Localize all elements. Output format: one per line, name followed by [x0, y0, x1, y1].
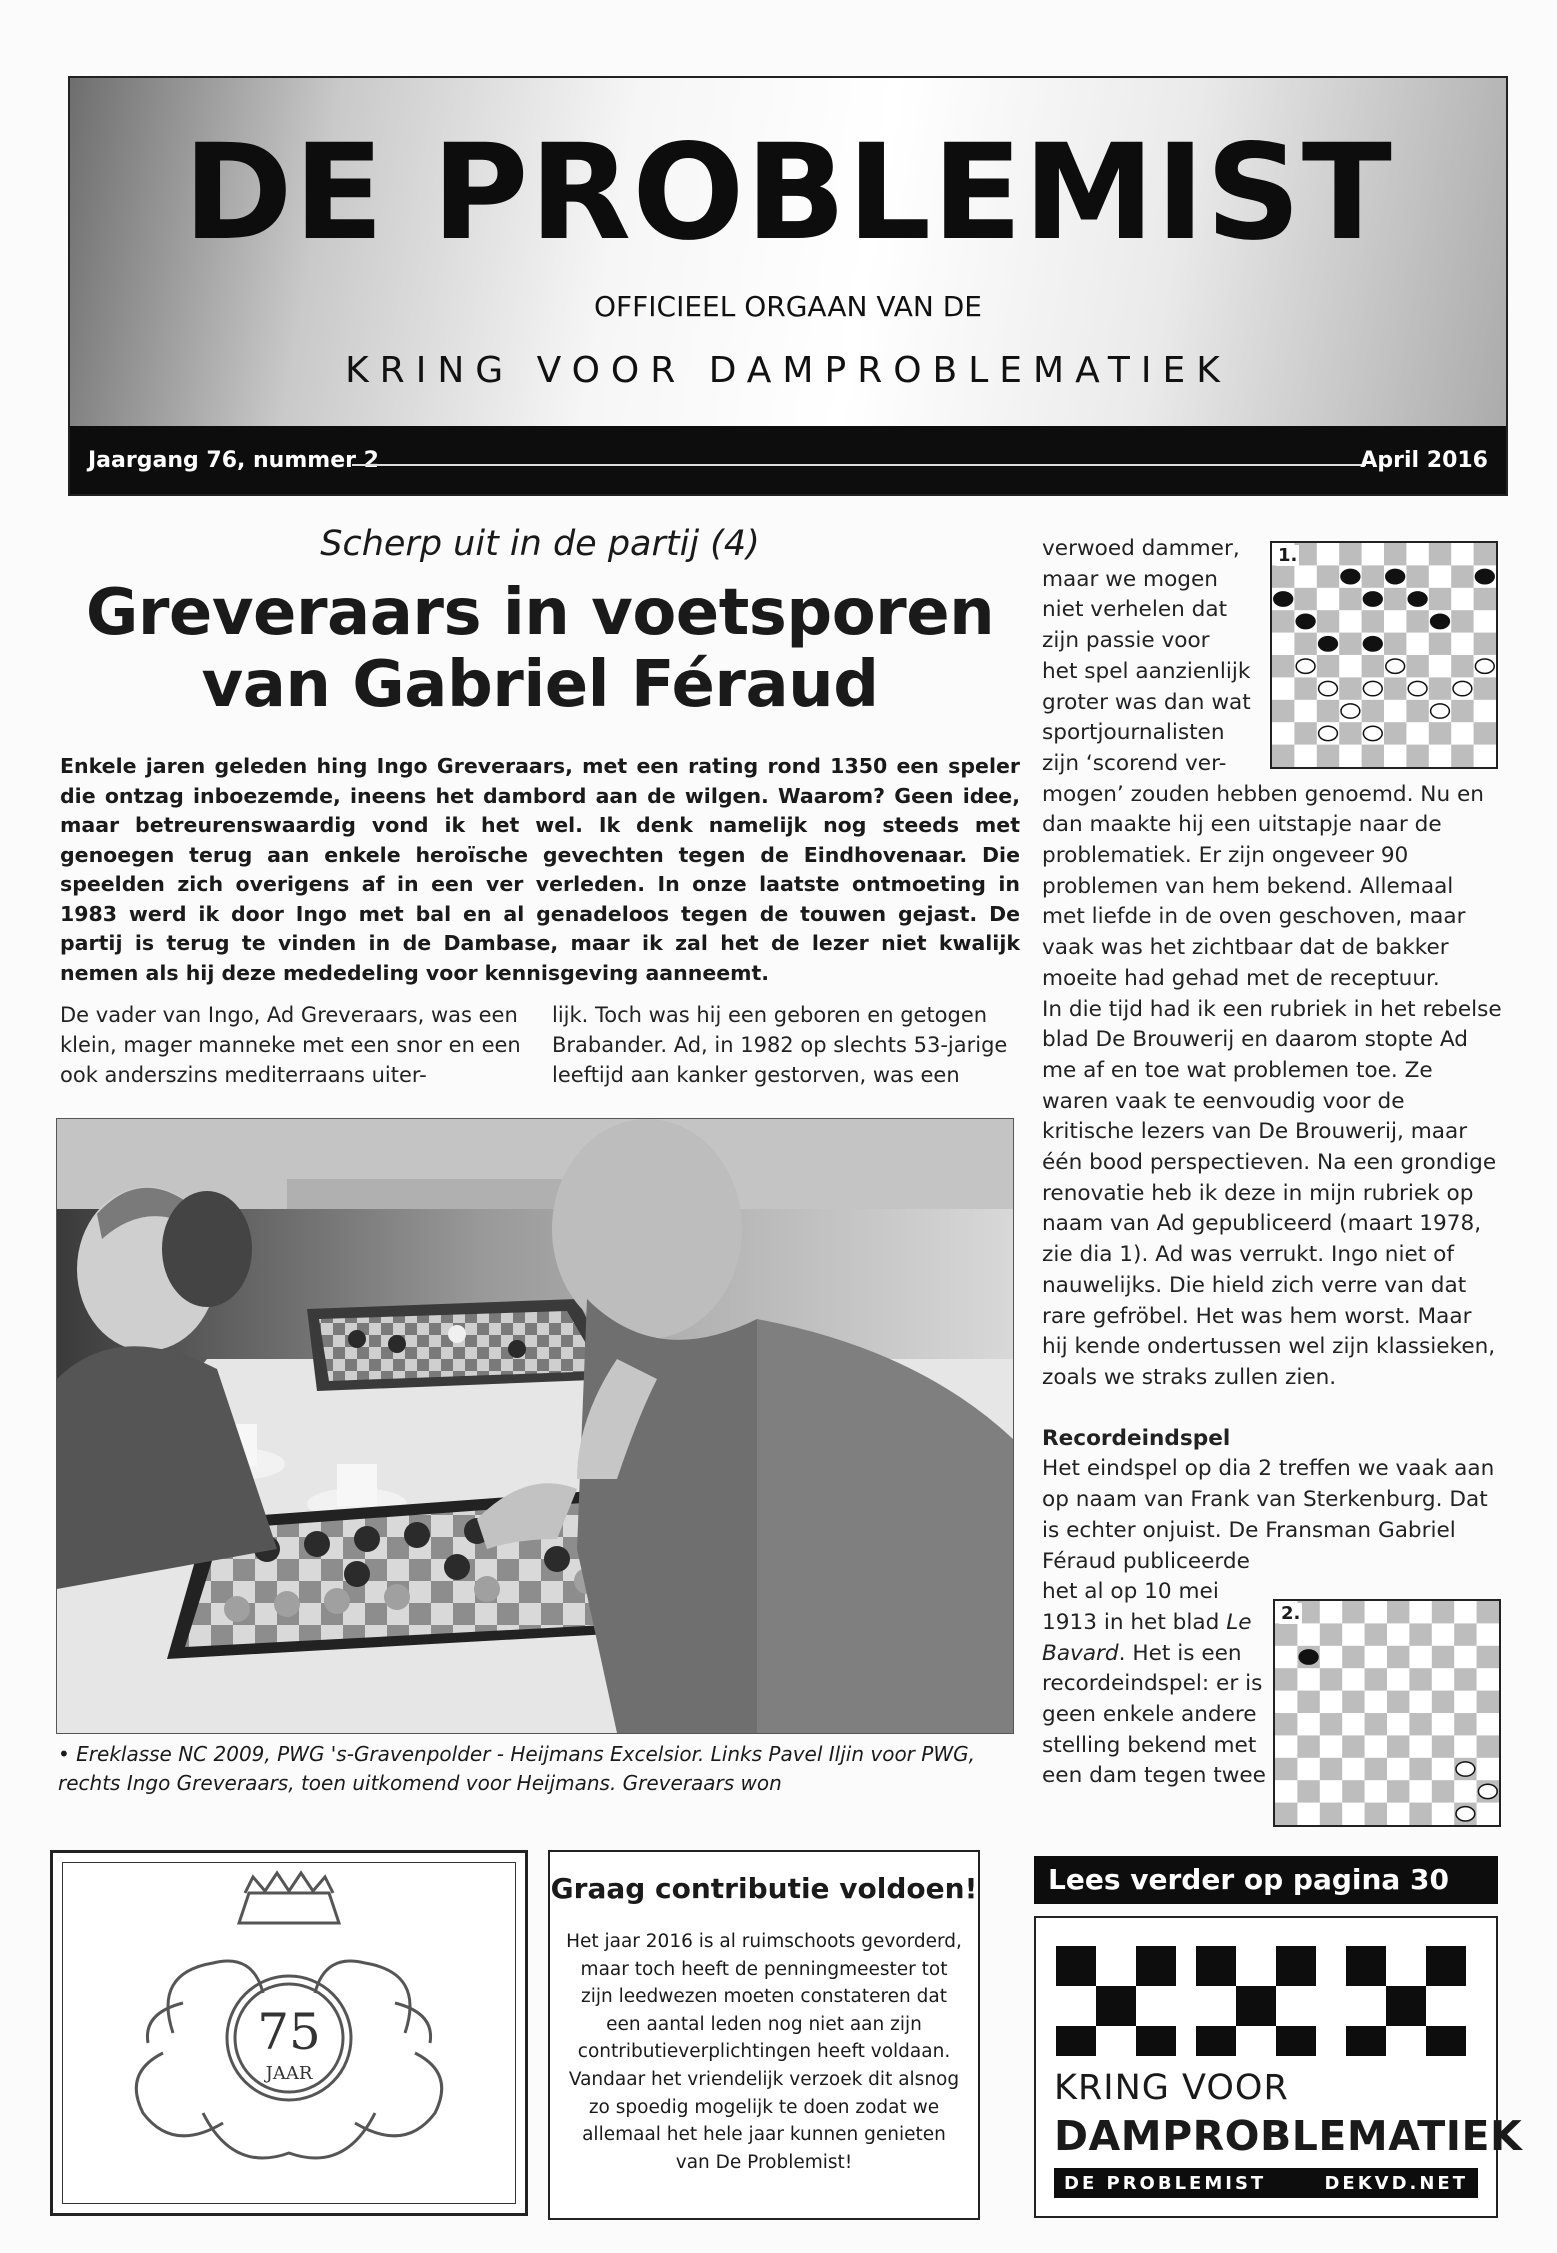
- board-dark-square: [1339, 588, 1361, 610]
- board-dark-square: [1297, 1780, 1319, 1802]
- black-piece: [1341, 569, 1360, 583]
- logo-text-damproblematiek: DAMPROBLEMATIEK: [1054, 2112, 1523, 2160]
- board-dark-square: [1320, 1713, 1342, 1735]
- board-dark-square: [1406, 745, 1428, 767]
- draughts-diagram-2: [1273, 1599, 1501, 1827]
- white-piece: [1431, 704, 1450, 718]
- board-dark-square: [1432, 1646, 1454, 1668]
- photo-caption: [58, 1740, 1018, 1798]
- board-dark-square: [1409, 1623, 1431, 1645]
- contribution-text: Het jaar 2016 is al ruimschoots gevorderd, maar toch heeft de penningmeester tot zijn leedwezen moeten constateren dat een aantal leden nog niet aan zijn contributieverplichtingen heeft voldaan. Vandaar het vriendelijk verzoek dit alsnog zo spoedig mogelijk te doen zodat we allemaal het hele jaar kunnen genieten van De Problemist!: [566, 1931, 962, 2173]
- board-dark-square: [1365, 1803, 1387, 1825]
- board-dark-square: [1294, 677, 1316, 699]
- board-dark-square: [1275, 1623, 1297, 1645]
- issue-bar: [70, 426, 1506, 494]
- white-piece: [1319, 681, 1338, 695]
- board-dark-square: [1339, 722, 1361, 744]
- board-dark-square: [1342, 1646, 1364, 1668]
- white-piece: [1363, 726, 1382, 740]
- article-headline: Greveraars in voetsporen van Gabriel Féraud: [85, 576, 995, 722]
- board-dark-square: [1451, 745, 1473, 767]
- board-dark-square: [1432, 1601, 1454, 1623]
- white-piece: [1386, 659, 1405, 673]
- contribution-notice-box: [548, 1850, 980, 2220]
- board-dark-square: [1477, 1735, 1499, 1757]
- board-dark-square: [1297, 1735, 1319, 1757]
- recordeindspel-para-2: Féraud publiceerde het al op 10 mei 1913 in het blad Le Bavard. Het is een recordeindspel: er is geen enkele andere stelling bekend met een dam tegen twee: [1042, 1548, 1266, 1789]
- board-dark-square: [1275, 1713, 1297, 1735]
- white-piece: [1296, 659, 1315, 673]
- board-dark-square: [1339, 633, 1361, 655]
- photo-draughts-players: [57, 1119, 1013, 1733]
- board-dark-square: [1387, 1601, 1409, 1623]
- board-dark-square: [1429, 633, 1451, 655]
- board-dark-square: [1275, 1803, 1297, 1825]
- white-piece: [1456, 1807, 1475, 1821]
- black-piece: [1408, 592, 1427, 606]
- board-dark-square: [1320, 1623, 1342, 1645]
- white-piece: [1478, 1784, 1497, 1798]
- recordeindspel-para-1: Het eindspel op dia 2 treffen we vaak aan op naam van Frank van Sterkenburg. Dat is echter onjuist. De Fransman Gabriel: [1042, 1456, 1495, 1543]
- board-dark-square: [1474, 677, 1496, 699]
- kvd-logo-box: [1034, 1916, 1523, 2218]
- board-dark-square: [1342, 1735, 1364, 1757]
- draughts-diagram-1: [1270, 541, 1498, 769]
- board-dark-square: [1384, 677, 1406, 699]
- right-para-1: verwoed dammer, maar we mogen niet verhelen dat zijn passie voor het spel aanzienlijk groter was dan wat sportjournalisten zijn ‘scorend ver-: [1042, 536, 1251, 776]
- black-piece: [1431, 614, 1450, 628]
- black-piece: [1299, 1650, 1318, 1664]
- masthead-subtitle: OFFICIEEL ORGAAN VAN DE: [594, 290, 982, 323]
- board-dark-square: [1272, 610, 1294, 632]
- continued-banner: Lees verder op pagina 30: [1034, 1856, 1498, 1904]
- masthead-title: DE PROBLEMIST: [183, 116, 1393, 270]
- black-piece: [1386, 569, 1405, 583]
- board-dark-square: [1275, 1758, 1297, 1780]
- board-dark-square: [1477, 1601, 1499, 1623]
- board-dark-square: [1294, 633, 1316, 655]
- black-piece: [1363, 592, 1382, 606]
- article-photo: [56, 1118, 1014, 1734]
- board-dark-square: [1317, 565, 1339, 587]
- board-dark-square: [1362, 655, 1384, 677]
- article-column-2: lijk. Toch was hij een geboren en getogen Brabander. Ad, in 1982 op slechts 53-jarige leeftijd aan kanker gestorven, was een: [552, 1003, 1008, 1087]
- board-dark-square: [1365, 1623, 1387, 1645]
- diagram-2-label: 2.: [1281, 1603, 1301, 1624]
- board-dark-square: [1362, 745, 1384, 767]
- board-dark-square: [1432, 1691, 1454, 1713]
- board-dark-square: [1432, 1780, 1454, 1802]
- board-dark-square: [1409, 1668, 1431, 1690]
- diagram-1-board: [1272, 543, 1496, 767]
- board-dark-square: [1342, 1780, 1364, 1802]
- caption-line-1: • Ereklasse NC 2009, PWG 's-Gravenpolder - Heijmans Excelsior. Links Pavel Iljin voor PWG,: [58, 1742, 975, 1766]
- board-dark-square: [1294, 722, 1316, 744]
- board-dark-square: [1406, 655, 1428, 677]
- board-dark-square: [1454, 1623, 1476, 1645]
- board-dark-square: [1272, 745, 1294, 767]
- board-dark-square: [1362, 610, 1384, 632]
- board-dark-square: [1429, 722, 1451, 744]
- black-piece: [1475, 569, 1494, 583]
- board-dark-square: [1294, 588, 1316, 610]
- board-dark-square: [1342, 1601, 1364, 1623]
- section-heading-recordeindspel: Recordeindspel: [1042, 1425, 1231, 1451]
- board-dark-square: [1339, 543, 1361, 565]
- white-piece: [1341, 704, 1360, 718]
- board-dark-square: [1387, 1646, 1409, 1668]
- board-dark-square: [1387, 1780, 1409, 1802]
- board-dark-square: [1406, 610, 1428, 632]
- board-dark-square: [1272, 700, 1294, 722]
- white-piece: [1363, 681, 1382, 695]
- board-dark-square: [1272, 655, 1294, 677]
- board-dark-square: [1454, 1713, 1476, 1735]
- board-dark-square: [1320, 1668, 1342, 1690]
- board-dark-square: [1409, 1713, 1431, 1735]
- board-dark-square: [1365, 1758, 1387, 1780]
- anniversary-crest-box: [50, 1850, 528, 2216]
- diagram-2-board: [1275, 1601, 1499, 1825]
- board-dark-square: [1384, 543, 1406, 565]
- board-dark-square: [1429, 677, 1451, 699]
- board-dark-square: [1272, 565, 1294, 587]
- checker-logo-icon: [1036, 1926, 1496, 2066]
- logo-footer-right: DEKVD.NET: [1324, 2173, 1468, 2194]
- board-dark-square: [1297, 1691, 1319, 1713]
- article-lead: Enkele jaren geleden hing Ingo Greveraars, met een rating rond 1350 een speler die ontzag inboezemde, ineens het dambord aan de wilgen. Waarom? Geen idee, maar betreurenswaardig vond ik het wel. Ik denk namelijk nog steeds met genoegen terug aan enkele heroïsche gevechten tegen de Eindhovenaar. Die speelden zich overigens af in een ver verleden. In onze laatste ontmoeting in 1983 werd ik door Ingo met bal en al genadeloos tegen de touwen gejast. De partij is terug te vinden in de Dambase, maar ik zal het de lezer niet kwalijk nemen als hij deze mededeling voor kennisgeving aanneemt.: [60, 754, 1020, 985]
- board-dark-square: [1275, 1668, 1297, 1690]
- masthead-organization: KRING VOOR DAMPROBLEMATIEK: [345, 350, 1231, 391]
- crest-word: JAAR: [265, 2063, 313, 2084]
- board-dark-square: [1432, 1735, 1454, 1757]
- black-piece: [1296, 614, 1315, 628]
- issue-number: Jaargang 76, nummer 2: [88, 448, 379, 473]
- board-dark-square: [1454, 1668, 1476, 1690]
- board-dark-square: [1451, 610, 1473, 632]
- right-para-3: In die tijd had ik een rubriek in het rebelse blad De Brouwerij en daarom stopte Ad me af en toe wat problemen toe. Ze waren vaak te eenvoudig voor de kritische lezers van De Brouwerij, maar één bood perspectieven. Na een grondige renovatie heb ik deze in mijn rubriek op naam van Ad gepubliceerd (maart 1978, zie dia 1). Ad was verrukt. Ingo niet of nauwelijks. Die hield zich verre van dat rare gefröbel. Het was hem worst. Maar hij kende ondertussen wel zijn klassieken, zoals we straks zullen zien.: [1042, 996, 1502, 1390]
- board-dark-square: [1339, 677, 1361, 699]
- logo-footer-left: DE PROBLEMIST: [1064, 2173, 1267, 2194]
- board-dark-square: [1477, 1691, 1499, 1713]
- board-dark-square: [1384, 633, 1406, 655]
- board-dark-square: [1320, 1803, 1342, 1825]
- board-dark-square: [1451, 700, 1473, 722]
- white-piece: [1408, 681, 1427, 695]
- white-piece: [1453, 681, 1472, 695]
- white-piece: [1319, 726, 1338, 740]
- board-dark-square: [1365, 1668, 1387, 1690]
- board-dark-square: [1409, 1758, 1431, 1780]
- board-dark-square: [1362, 700, 1384, 722]
- black-piece: [1363, 637, 1382, 651]
- issue-bar-rule: [352, 464, 1366, 466]
- masthead: [68, 76, 1508, 496]
- article-kicker: Scherp uit in de partij (4): [320, 524, 760, 564]
- logo-text-kring: KRING VOOR: [1054, 2068, 1289, 2108]
- board-dark-square: [1429, 543, 1451, 565]
- board-dark-square: [1387, 1691, 1409, 1713]
- contribution-title: Graag contributie voldoen!: [550, 1872, 978, 1905]
- board-dark-square: [1317, 700, 1339, 722]
- crest-75-jaar: [53, 1853, 525, 2213]
- board-dark-square: [1451, 655, 1473, 677]
- board-dark-square: [1387, 1735, 1409, 1757]
- board-dark-square: [1406, 565, 1428, 587]
- board-dark-square: [1317, 745, 1339, 767]
- board-dark-square: [1317, 610, 1339, 632]
- board-dark-square: [1474, 588, 1496, 610]
- board-dark-square: [1474, 722, 1496, 744]
- board-dark-square: [1384, 588, 1406, 610]
- board-dark-square: [1477, 1646, 1499, 1668]
- board-dark-square: [1317, 655, 1339, 677]
- board-dark-square: [1365, 1713, 1387, 1735]
- black-piece: [1319, 637, 1338, 651]
- board-dark-square: [1429, 588, 1451, 610]
- board-dark-square: [1474, 633, 1496, 655]
- issue-date: April 2016: [1360, 448, 1488, 473]
- board-dark-square: [1406, 700, 1428, 722]
- black-piece: [1274, 592, 1293, 606]
- board-dark-square: [1320, 1758, 1342, 1780]
- logo-footer-bar: [1054, 2168, 1478, 2198]
- board-dark-square: [1362, 565, 1384, 587]
- board-dark-square: [1451, 565, 1473, 587]
- board-dark-square: [1474, 543, 1496, 565]
- board-dark-square: [1342, 1691, 1364, 1713]
- board-dark-square: [1384, 722, 1406, 744]
- white-piece: [1456, 1762, 1475, 1776]
- right-para-2: mogen’ zouden hebben genoemd. Nu en dan maakte hij een uitstapje naar de problematiek. Er zijn ongeveer 90 problemen van hem bekend. Allemaal met liefde in de oven geschoven, maar vaak was het zichtbaar dat de bakker moeite had gehad met de receptuur.: [1042, 781, 1484, 991]
- article-column-1: De vader van Ingo, Ad Greveraars, was een klein, mager manneke met een snor en een ook anderszins mediterraans uiter-: [60, 1003, 521, 1087]
- caption-line-2: rechts Ingo Greveraars, toen uitkomend voor Heijmans. Greveraars won: [58, 1771, 782, 1795]
- crest-number: 75: [257, 2003, 321, 2061]
- board-dark-square: [1409, 1803, 1431, 1825]
- diagram-1-label: 1.: [1278, 545, 1298, 566]
- white-piece: [1475, 659, 1494, 673]
